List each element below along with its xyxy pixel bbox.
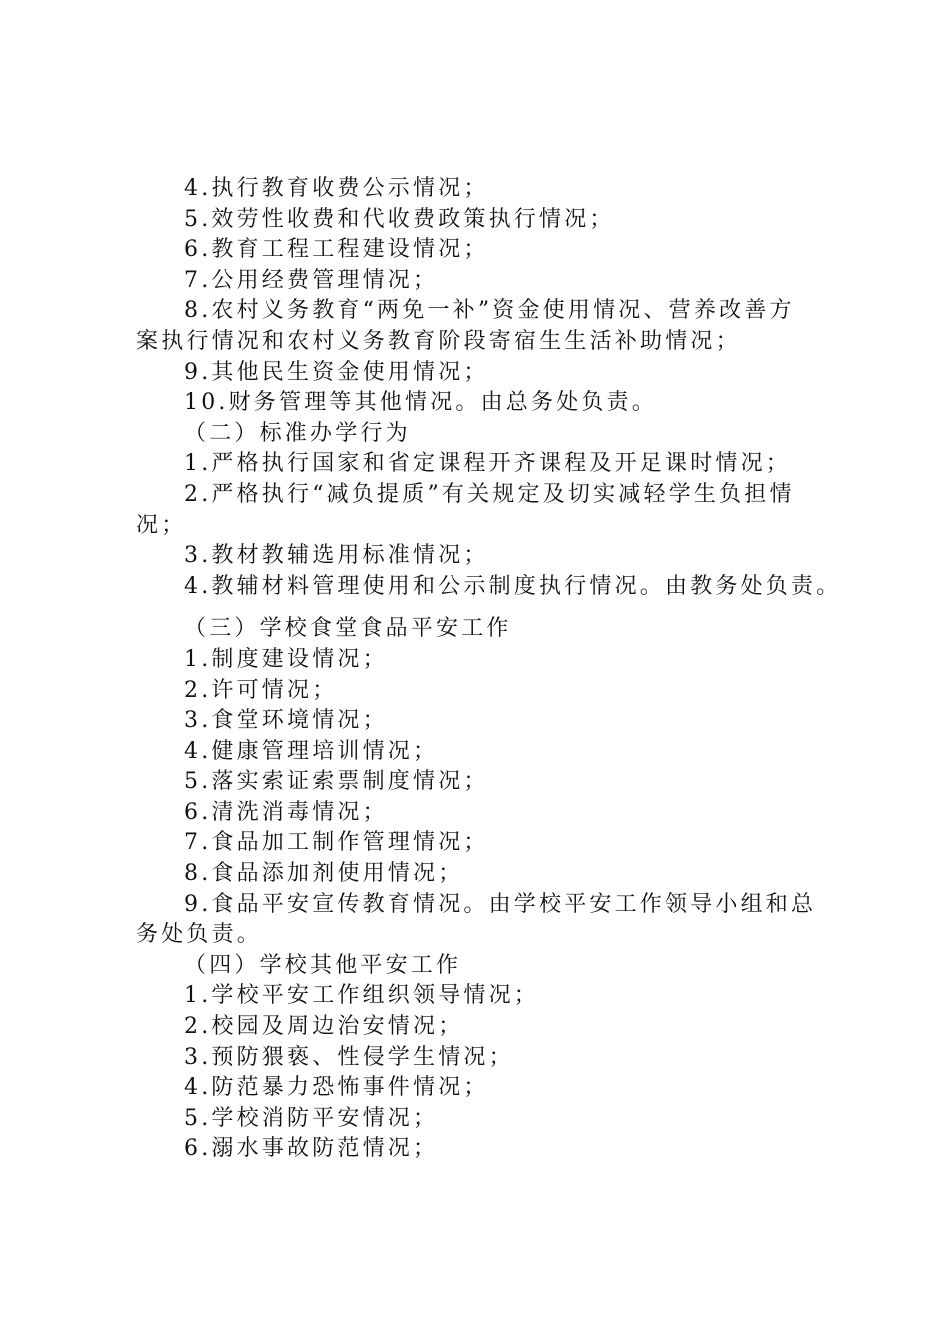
text-line: 5.学校消防平安情况； xyxy=(184,1105,439,1131)
text-line: 3.食堂环境情况； xyxy=(184,708,388,734)
text-line: 4.教辅材料管理使用和公示制度执行情况。由教务处负责。 xyxy=(184,573,842,599)
text-line: 况； xyxy=(136,512,187,538)
text-line: 3.教材教辅选用标准情况； xyxy=(184,543,489,569)
text-line: 6.清洗消毒情况； xyxy=(184,799,388,825)
text-line: 1.严格执行国家和省定课程开齐课程及开足课时情况； xyxy=(184,451,791,477)
text-line: 10.财务管理等其他情况。由总务处负责。 xyxy=(184,390,657,416)
text-line: 9.食品平安宣传教育情况。由学校平安工作领导小组和总 xyxy=(184,891,817,917)
text-line: 案执行情况和农村义务教育阶段寄宿生生活补助情况； xyxy=(136,328,741,354)
text-line: 8.农村义务教育“两免一补”资金使用情况、营养改善方 xyxy=(184,298,795,324)
text-line: 7.食品加工制作管理情况； xyxy=(184,830,489,856)
text-line: 1.制度建设情况； xyxy=(184,646,388,672)
section-heading: （三）学校食堂食品平安工作 xyxy=(184,616,512,642)
text-line: 5.效劳性收费和代收费政策执行情况； xyxy=(184,206,615,232)
text-line: 2.许可情况； xyxy=(184,677,338,703)
section-heading: （二）标准办学行为 xyxy=(184,420,411,446)
text-line: 1.学校平安工作组织领导情况； xyxy=(184,983,539,1009)
text-line: 9.其他民生资金使用情况； xyxy=(184,359,489,385)
text-line: 2.校园及周边治安情况； xyxy=(184,1014,464,1040)
text-line: 4.健康管理培训情况； xyxy=(184,738,439,764)
paragraph-gap xyxy=(136,602,836,614)
text-line: 6.教育工程工程建设情况； xyxy=(184,237,489,263)
text-line: 8.食品添加剂使用情况； xyxy=(184,861,464,887)
text-line: 6.溺水事故防范情况； xyxy=(184,1136,439,1162)
document-body xyxy=(136,174,842,1165)
text-line: 2.严格执行“减负提质”有关规定及切实减轻学生负担情 xyxy=(184,481,795,507)
text-line: 7.公用经费管理情况； xyxy=(184,267,439,293)
text-line: 务处负责。 xyxy=(136,922,263,948)
text-line: 4.防范暴力恐怖事件情况； xyxy=(184,1075,489,1101)
text-line: 4.执行教育收费公示情况； xyxy=(184,176,489,201)
text-line: 5.落实索证索票制度情况； xyxy=(184,769,489,795)
text-line: 3.预防猥亵、性侵学生情况； xyxy=(184,1044,514,1070)
section-heading: （四）学校其他平安工作 xyxy=(184,952,462,978)
